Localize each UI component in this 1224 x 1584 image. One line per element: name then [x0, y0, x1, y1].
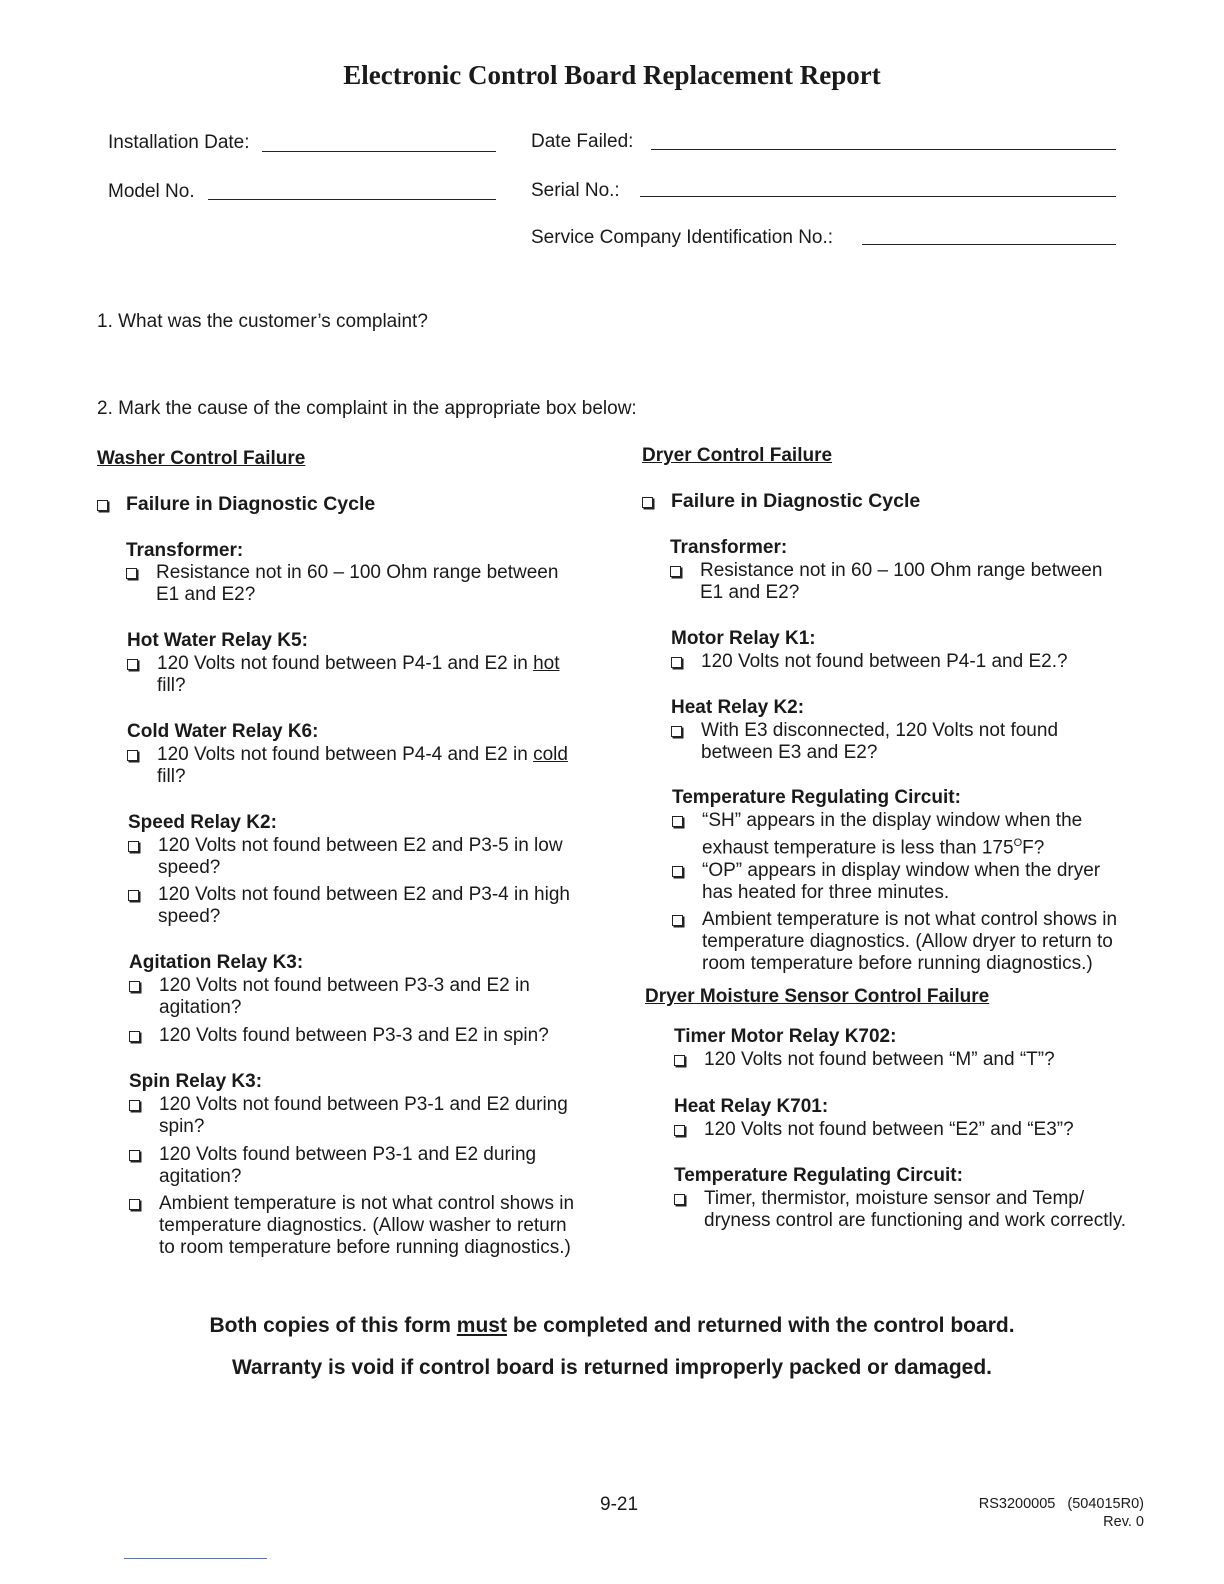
- installation-date-label: Installation Date:: [108, 132, 250, 153]
- service-company-label: Service Company Identification No.:: [531, 227, 834, 248]
- serial-no-field[interactable]: [640, 196, 1116, 197]
- checkbox[interactable]: [671, 726, 682, 737]
- checkbox[interactable]: [674, 1125, 685, 1136]
- dryer-heat-label: Heat Relay K2:: [671, 697, 805, 718]
- document-code: RS3200005 (504015R0) Rev. 0: [978, 1496, 1144, 1530]
- question-1: 1. What was the customer’s complaint?: [97, 311, 428, 332]
- dryer-diagnostic-checkbox[interactable]: [642, 497, 653, 508]
- checkbox[interactable]: [670, 566, 681, 577]
- moisture-heat-label: Heat Relay K701:: [674, 1096, 829, 1117]
- dryer-temp-label: Temperature Regulating Circuit:: [672, 787, 961, 808]
- checkbox[interactable]: [127, 659, 138, 670]
- checkbox[interactable]: [129, 1150, 140, 1161]
- checkbox[interactable]: [674, 1194, 685, 1205]
- moisture-timer-label: Timer Motor Relay K702:: [674, 1026, 897, 1047]
- bottom-divider: [124, 1558, 267, 1559]
- dryer-heading: Dryer Control Failure: [642, 445, 833, 466]
- checkbox[interactable]: [127, 750, 138, 761]
- washer-diagnostic-checkbox[interactable]: [97, 500, 108, 511]
- washer-diagnostic-label: Failure in Diagnostic Cycle: [126, 493, 376, 515]
- dryer-transformer-label: Transformer:: [670, 537, 788, 558]
- checkbox[interactable]: [129, 1199, 140, 1210]
- checkbox[interactable]: [672, 866, 683, 877]
- checkbox[interactable]: [671, 657, 682, 668]
- checkbox[interactable]: [126, 568, 137, 579]
- date-failed-label: Date Failed:: [531, 131, 634, 152]
- washer-agitation-label: Agitation Relay K3:: [129, 952, 304, 973]
- checkbox[interactable]: [129, 981, 140, 992]
- checkbox[interactable]: [674, 1055, 685, 1066]
- moisture-heading: Dryer Moisture Sensor Control Failure: [645, 986, 990, 1007]
- checkbox[interactable]: [129, 1031, 140, 1042]
- page-number: 9-21: [600, 1494, 639, 1515]
- washer-hot-water-label: Hot Water Relay K5:: [127, 630, 308, 651]
- checkbox[interactable]: [672, 816, 683, 827]
- page-title: Electronic Control Board Replacement Report: [343, 60, 881, 90]
- moisture-temp-label: Temperature Regulating Circuit:: [674, 1165, 963, 1186]
- serial-no-label: Serial No.:: [531, 180, 620, 201]
- footer-notice-2: Warranty is void if control board is returned improperly packed or damaged.: [231, 1356, 993, 1379]
- washer-cold-water-label: Cold Water Relay K6:: [127, 721, 319, 742]
- footer-notice-1: Both copies of this form must be completed and returned with the control board.: [209, 1314, 1015, 1337]
- washer-transformer-label: Transformer:: [126, 540, 244, 561]
- washer-spin-label: Spin Relay K3:: [129, 1071, 263, 1092]
- checkbox[interactable]: [129, 1100, 140, 1111]
- service-company-field[interactable]: [862, 244, 1116, 245]
- date-failed-field[interactable]: [651, 149, 1116, 150]
- model-no-label: Model No.: [108, 181, 195, 202]
- checkbox[interactable]: [128, 890, 139, 901]
- washer-speed-label: Speed Relay K2:: [128, 812, 277, 833]
- washer-heading: Washer Control Failure: [97, 448, 306, 469]
- model-no-field[interactable]: [208, 199, 496, 200]
- dryer-diagnostic-label: Failure in Diagnostic Cycle: [671, 490, 921, 512]
- dryer-motor-label: Motor Relay K1:: [671, 628, 816, 649]
- installation-date-field[interactable]: [262, 151, 496, 152]
- question-2: 2. Mark the cause of the complaint in the appropriate box below:: [97, 398, 637, 419]
- checkbox[interactable]: [672, 915, 683, 926]
- checkbox[interactable]: [128, 841, 139, 852]
